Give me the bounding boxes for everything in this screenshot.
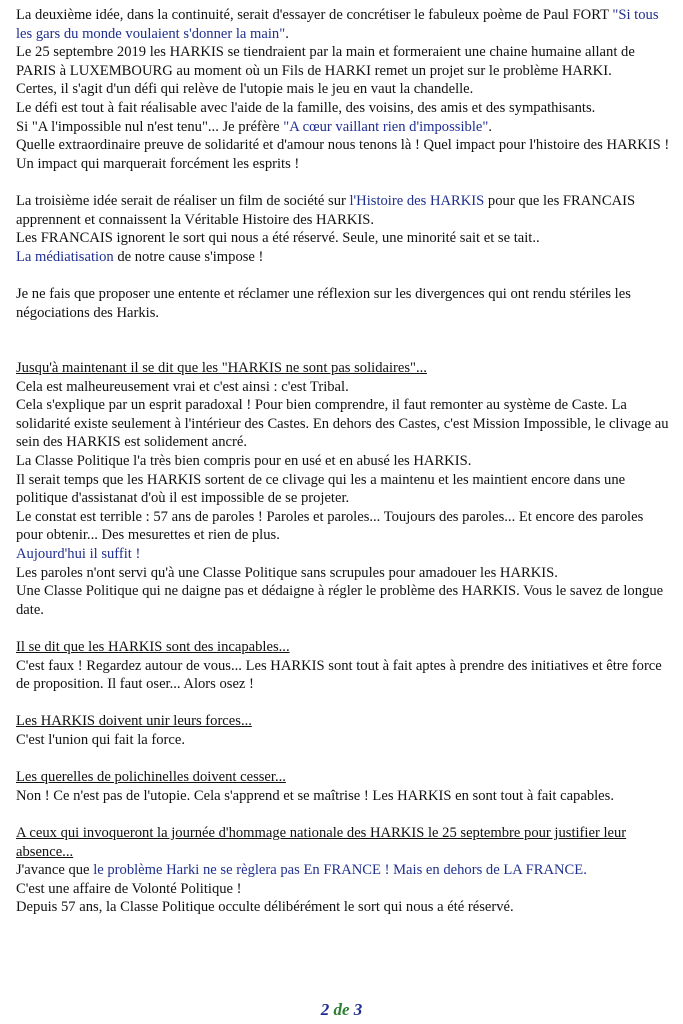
paragraph: Une Classe Politique qui ne daigne pas et dédaigne à régler le problème des HARKIS. Vous le savez de longue date. bbox=[16, 583, 664, 618]
section-heading: Les HARKIS doivent unir leurs forces... bbox=[16, 713, 252, 730]
paragraph: Le constat est terrible : 57 ans de paroles ! Paroles et paroles... Toujours des paroles... Et encore des paroles pour obtenir... Des mesurettes et rien de plus. bbox=[16, 508, 644, 544]
link-histoire-harkis[interactable]: l'Histoire des HARKIS bbox=[349, 192, 485, 209]
paragraph bbox=[16, 248, 671, 267]
highlighted-statement: le problème Harki ne se règlera pas En FRANCE ! Mais en dehors de LA FRANCE. bbox=[93, 862, 587, 879]
paragraph: Il serait temps que les HARKIS sortent de ce clivage qui les a maintenu et les maintient encore dans une politique d'assistanat d'où il est impossible de se projeter. bbox=[16, 471, 626, 507]
current-page: 2 bbox=[320, 1000, 330, 1019]
paragraph: Le défi est tout à fait réalisable avec l'aide de la famille, des voisins, des amis et des sympathisants. bbox=[16, 99, 596, 116]
text: de notre cause s'impose ! bbox=[113, 248, 264, 265]
text: La deuxième idée, dans la continuité, serait d'essayer de concrétiser le fabuleux poème de Paul FORT bbox=[16, 7, 613, 23]
link-mediatisation[interactable]: La médiatisation bbox=[16, 248, 114, 265]
paragraph bbox=[16, 118, 671, 137]
paragraph: Je ne fais que proposer une entente et réclamer une réflexion sur les divergences qui ont rendu stériles les négociations des Harkis. bbox=[16, 285, 631, 321]
page-separator: de bbox=[333, 1000, 350, 1019]
text: . bbox=[285, 25, 289, 42]
text: Si "A l'impossible nul n'est tenu"... Je préfère bbox=[16, 118, 284, 135]
document-body bbox=[16, 6, 671, 917]
paragraph: Quelle extraordinaire preuve de solidarité et d'amour nous tenons là ! Quel impact pour l'histoire des HARKIS ! bbox=[16, 137, 670, 154]
page-number bbox=[0, 1000, 683, 1020]
section-heading: Jusqu'à maintenant il se dit que les "HARKIS ne sont pas solidaires"... bbox=[16, 360, 427, 377]
paragraph bbox=[16, 861, 671, 880]
section-heading: Les querelles de polichinelles doivent cesser... bbox=[16, 769, 286, 786]
paragraph: C'est une affaire de Volonté Politique ! bbox=[16, 880, 242, 897]
text: pour que les FRANCAIS apprennent et connaissent la Véritable Histoire des HARKIS. bbox=[16, 192, 636, 228]
section-heading: Il se dit que les HARKIS sont des incapables... bbox=[16, 639, 290, 655]
paragraph: Certes, il s'agit d'un défi qui relève de l'utopie mais le jeu en vaut la chandelle. bbox=[16, 81, 474, 98]
text: J'avance que bbox=[16, 862, 94, 879]
paragraph: C'est l'union qui fait la force. bbox=[16, 731, 185, 748]
paragraph: Depuis 57 ans, la Classe Politique occulte délibérément le sort qui nous a été réservé. bbox=[16, 899, 514, 916]
paragraph: Le 25 septembre 2019 les HARKIS se tiendraient par la main et formeraient une chaine humaine allant de PARIS à LUXEMBOURG au moment où un Fils de HARKI remet un projet sur le problème HARKI. bbox=[16, 44, 635, 79]
paragraph: La Classe Politique l'a très bien compris pour en usé et en abusé les HARKIS. bbox=[16, 453, 472, 470]
paragraph: Les paroles n'ont servi qu'à une Classe Politique sans scrupules pour amadouer les HARKIS. bbox=[16, 564, 558, 581]
quote: "A cœur vaillant rien d'impossible" bbox=[283, 118, 489, 135]
text: . bbox=[488, 118, 492, 135]
text: La troisième idée serait de réaliser un film de société sur bbox=[16, 192, 350, 209]
paragraph bbox=[16, 192, 671, 229]
section-heading: A ceux qui invoqueront la journée d'hommage nationale des HARKIS le 25 septembre pour justifier leur absence... bbox=[16, 824, 627, 860]
paragraph: Cela est malheureusement vrai et c'est ainsi : c'est Tribal. bbox=[16, 378, 349, 395]
paragraph: Les FRANCAIS ignorent le sort qui nous a été réservé. Seule, une minorité sait et se tait.. bbox=[16, 230, 540, 247]
paragraph: Un impact qui marquerait forcément les esprits ! bbox=[16, 155, 300, 172]
paragraph bbox=[16, 6, 671, 43]
total-pages: 3 bbox=[353, 1000, 363, 1019]
paragraph: C'est faux ! Regardez autour de vous... Les HARKIS sont tout à fait aptes à prendre des initiatives et être force de proposition. Il faut oser... Alors osez ! bbox=[16, 657, 662, 693]
quote: "Si tous les gars du monde voulaient s'donner la main" bbox=[16, 7, 659, 42]
emphasis-line: Aujourd'hui il suffit ! bbox=[16, 546, 141, 563]
paragraph: Cela s'explique par un esprit paradoxal ! Pour bien comprendre, il faut remonter au système de Caste. La solidarité existe seulement à l'intérieur des Castes. En dehors des Castes, c'est Mission Impossible, le clivage au sein des HARKIS est solidement ancré. bbox=[16, 397, 669, 451]
paragraph: Non ! Ce n'est pas de l'utopie. Cela s'apprend et se maîtrise ! Les HARKIS en sont tout à fait capables. bbox=[16, 787, 614, 804]
